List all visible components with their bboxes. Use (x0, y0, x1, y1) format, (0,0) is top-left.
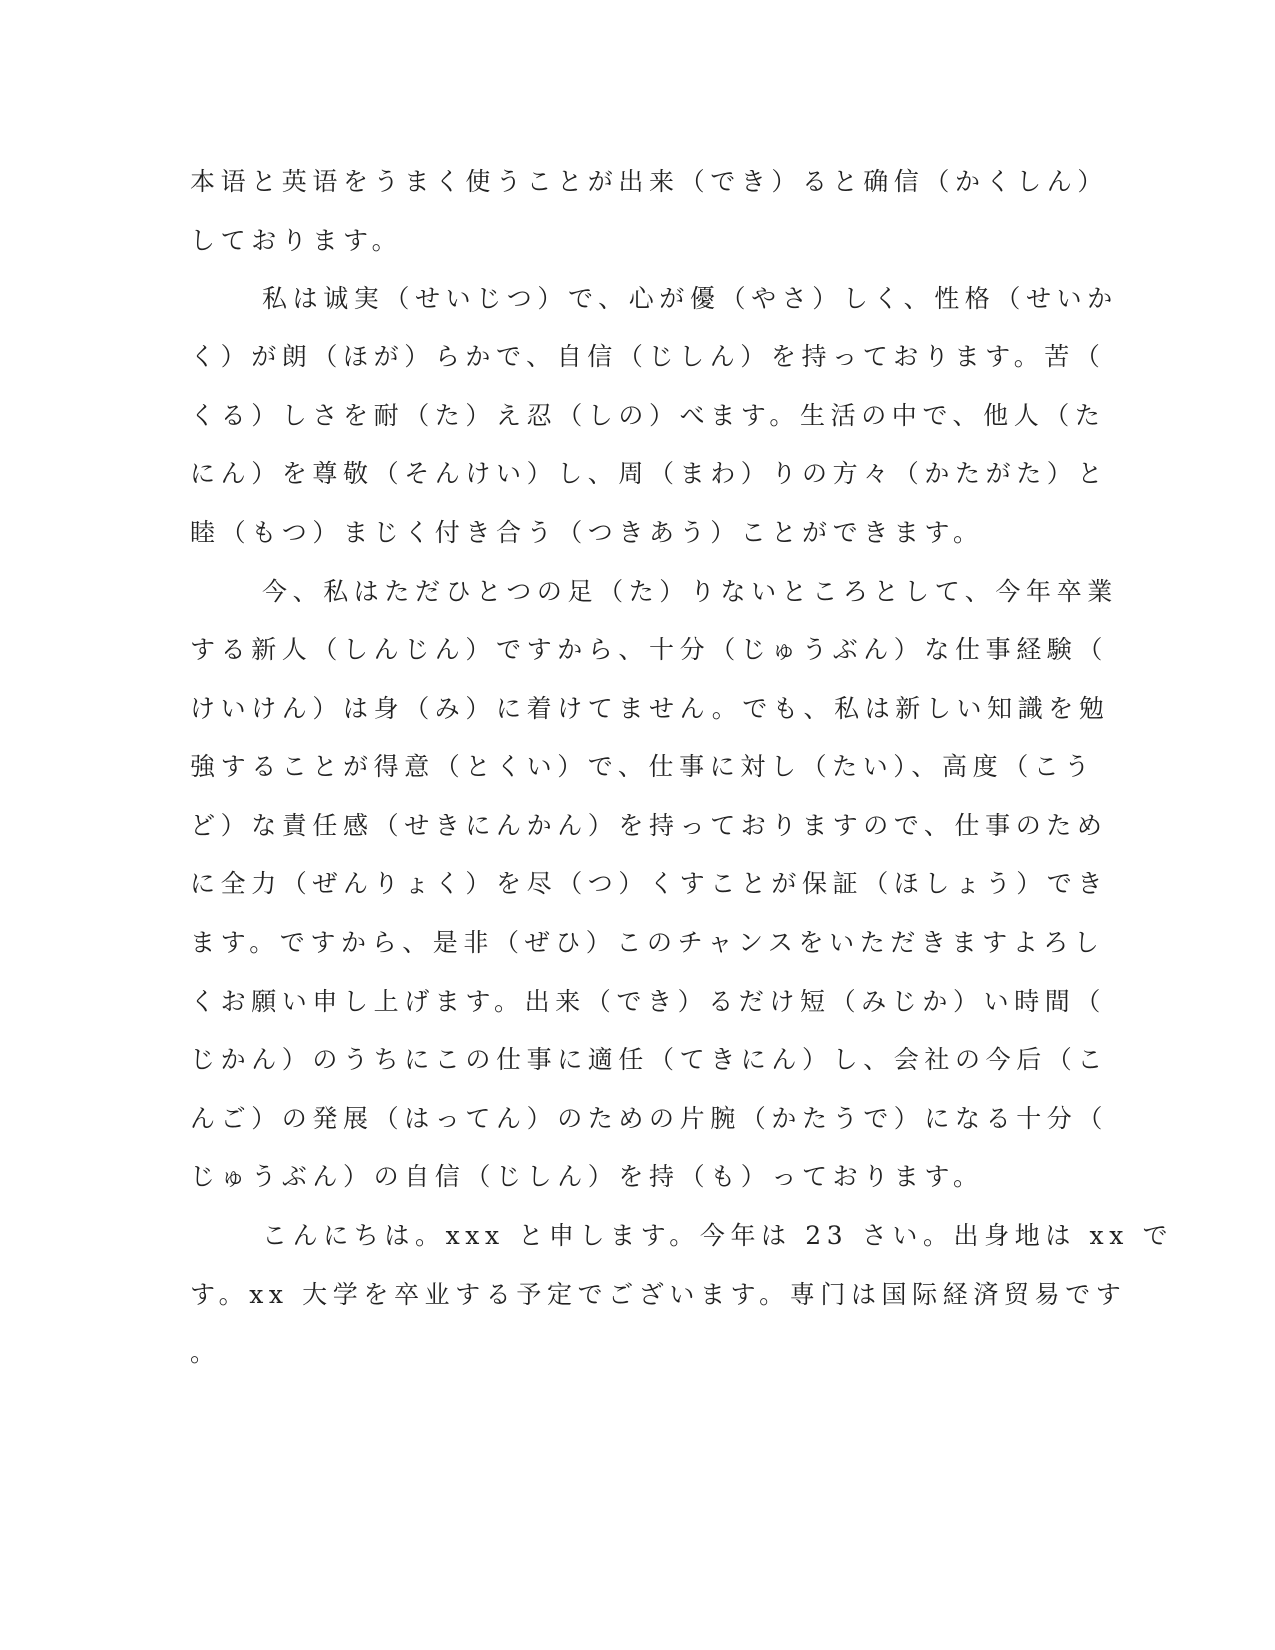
text-line: しております。 (190, 226, 403, 255)
text-line: 。 (190, 1338, 221, 1367)
text-line: 睦（もつ）まじく付き合う（つきあう）ことができます。 (190, 518, 984, 547)
text-line: くる）しさを耐（た）え忍（しの）べます。生活の中で、他人（た (190, 401, 1106, 430)
text-line: にん）を尊敬（そんけい）し、周（まわ）りの方々（かたがた）と (190, 459, 1109, 488)
text-line: に全力（ぜんりょく）を尽（つ）くすことが保証（ほしょう）でき (190, 869, 1109, 898)
paragraph-first-line: こんにちは。xxx と申します。今年は 23 さい。出身地は xx で (262, 1221, 1174, 1250)
text-line: けいけん）は身（み）に着けてません。でも、私は新しい知識を勉 (190, 694, 1110, 723)
text-line: 強することが得意（とくい）で、仕事に対し（たい）、高度（こう (190, 752, 1096, 781)
text-line: んご）の発展（はってん）のための片腕（かたうで）になる十分（ (190, 1104, 1109, 1133)
text-line: す。xx 大学を卒业する予定でございます。専门は国际経済贸易です (190, 1280, 1127, 1309)
text-line: ど）な責任感（せきにんかん）を持っておりますので、仕事のため (190, 811, 1108, 840)
text-line: ます。ですから、是非（ぜひ）このチャンスをいただきますよろし (190, 928, 1105, 957)
text-line: する新人（しんじん）ですから、十分（じゅうぶん）な仕事経験（ (190, 635, 1109, 664)
text-line: 本语と英语をうまく使うことが出来（でき）ると确信（かくしん） (190, 167, 1109, 196)
text-line: く）が朗（ほが）らかで、自信（じしん）を持っております。苦（ (190, 342, 1106, 371)
paragraph-first-line: 今、私はただひとつの足（た）りないところとして、今年卒業 (262, 577, 1118, 606)
paragraph-first-line: 私は诚実（せいじつ）で、心が優（やさ）しく、性格（せいか (262, 284, 1118, 313)
text-line: じかん）のうちにこの仕事に適任（てきにん）し、会社の今后（こ (190, 1045, 1109, 1074)
text-line: じゅうぶん）の自信（じしん）を持（も）っております。 (190, 1162, 984, 1191)
text-line: くお願い申し上げます。出来（でき）るだけ短（みじか）い時間（ (190, 987, 1107, 1016)
